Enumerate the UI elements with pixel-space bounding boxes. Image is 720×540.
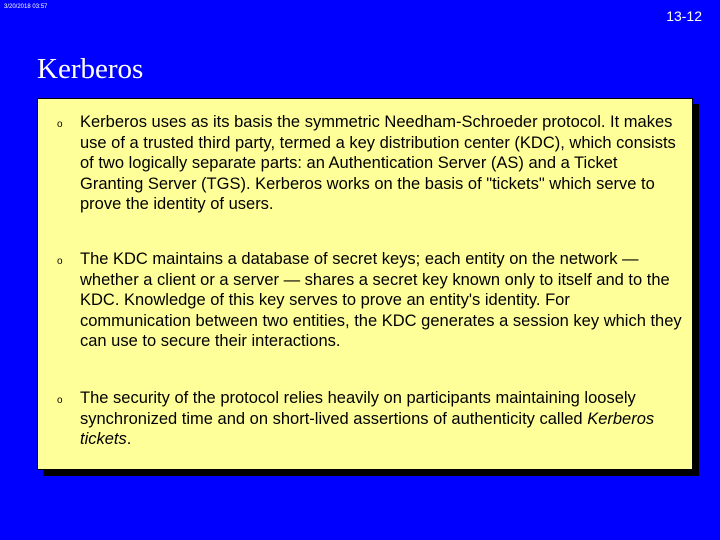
bullet-text: The KDC maintains a database of secret keys; each entity on the network — whether a client or a server — shares a secret key known only to itself and to the KDC. Knowledge of this key serves to prove an entity's identity. For communication between two entities, the KDC generates a session key which they can use to secure their interactions. xyxy=(80,250,682,350)
slide-number: 13-12 xyxy=(666,8,702,24)
bullet-text-segment: The security of the protocol relies heavily on participants maintaining loosely synchronized time and on short-lived assertions of authenticity called xyxy=(80,389,636,428)
bullet-text: Kerberos uses as its basis the symmetric Needham-Schroeder protocol. It makes use of a trusted third party, termed a key distribution center (KDC), which consists of two logically separate parts: an Authentication Server (AS) and a Ticket Granting Server (TGS). Kerberos works on the basis of "tickets" which serve to prove the identity of users. xyxy=(80,113,676,213)
timestamp: 3/20/2018 03:57 xyxy=(4,4,48,10)
bullet-text-segment: . xyxy=(126,430,132,448)
bullet-marker-icon: o xyxy=(57,395,63,406)
bullet-marker-icon: o xyxy=(57,256,63,267)
bullet-marker-icon: o xyxy=(57,119,63,130)
bullet-text xyxy=(80,388,684,450)
slide-title: Kerberos xyxy=(37,53,144,85)
content-box xyxy=(37,98,693,470)
bullet-emphasis: Kerberos tickets xyxy=(80,409,655,448)
